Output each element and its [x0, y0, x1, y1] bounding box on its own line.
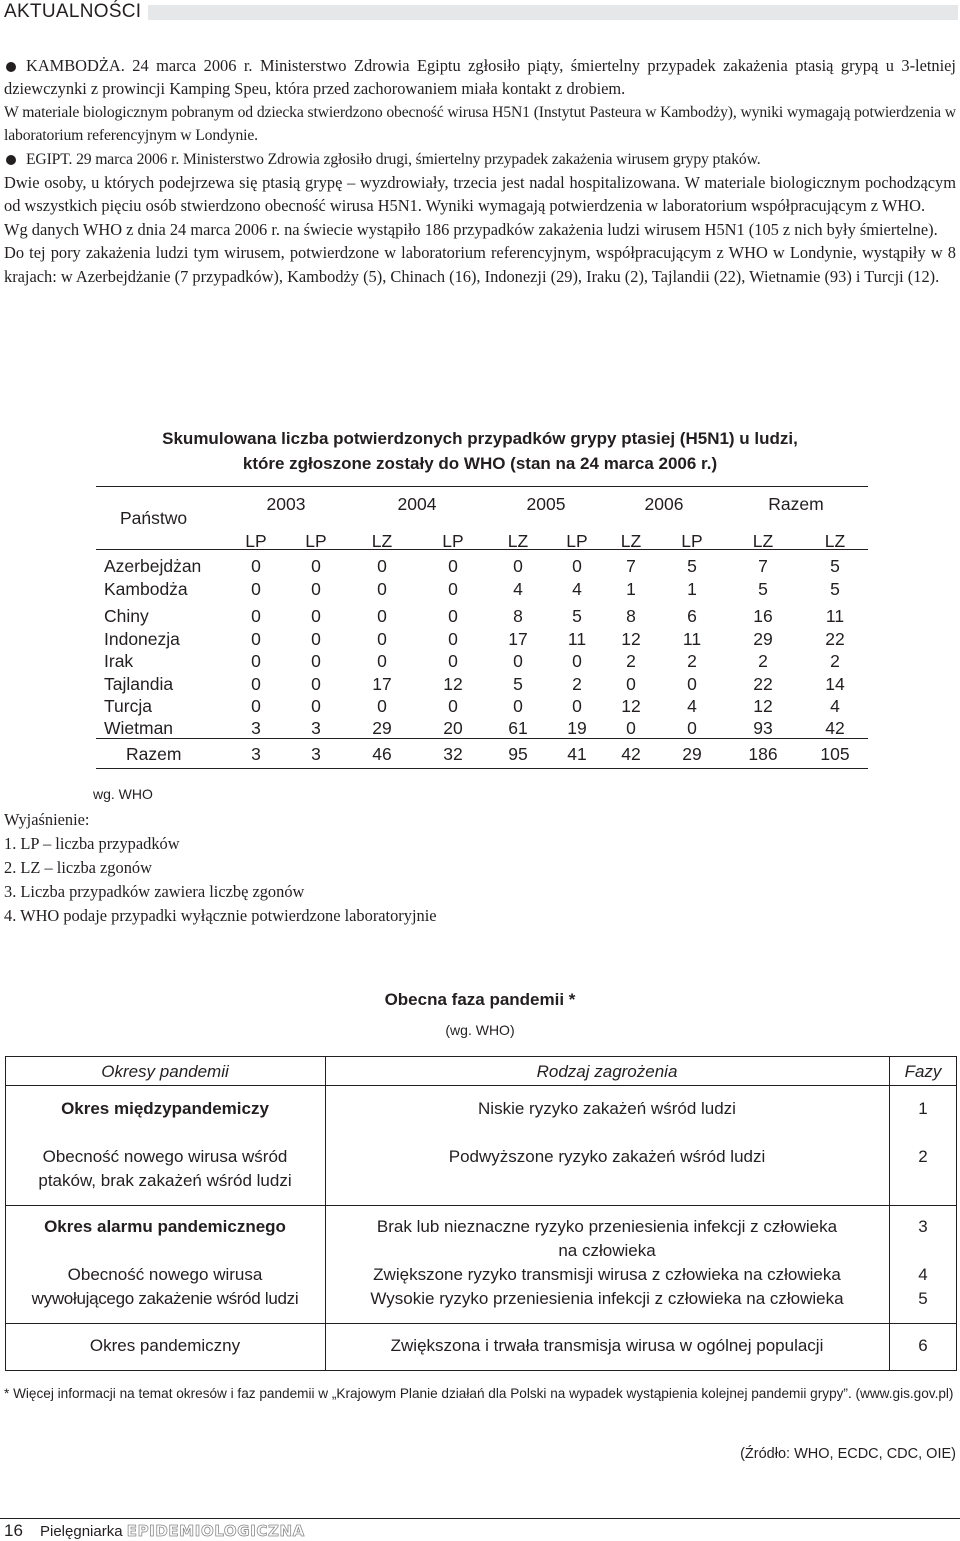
- table-cell: 0: [251, 651, 261, 671]
- page-number: 16: [4, 1521, 23, 1540]
- table-cell: 8: [513, 606, 523, 626]
- note-item: 3. Liczba przypadków zawiera liczbę zgonów: [4, 882, 305, 901]
- notes: [4, 808, 437, 928]
- footer-rule: [0, 1518, 960, 1519]
- country-name: Tajlandia: [104, 674, 174, 694]
- news-paragraph: [4, 54, 956, 101]
- column-subheader: LP: [442, 531, 464, 551]
- total-cell: 3: [311, 744, 321, 764]
- table-cell: 19: [567, 718, 587, 738]
- table-cell: 29: [753, 629, 773, 649]
- table-cell: 61: [508, 718, 528, 738]
- table-cell: 20: [443, 718, 463, 738]
- journal-name-b: EPIDEMIOLOGICZNA: [126, 1522, 305, 1540]
- phase-2: 2: [918, 1147, 928, 1166]
- total-cell: 3: [251, 744, 261, 764]
- country-name: Azerbejdżan: [104, 556, 202, 576]
- country-name: Irak: [104, 651, 134, 671]
- header-phases: Fazy: [904, 1062, 942, 1081]
- table-rule: [6, 1205, 956, 1206]
- total-cell: 32: [443, 744, 463, 764]
- table-cell: 93: [753, 718, 773, 738]
- table-cell: 0: [311, 606, 321, 626]
- table-cell: 5: [830, 579, 840, 599]
- table-cell: 0: [687, 674, 697, 694]
- table-cell: 0: [377, 651, 387, 671]
- risk-3-line2: na człowieka: [558, 1241, 656, 1260]
- table-cell: 0: [311, 674, 321, 694]
- column-subheader: LZ: [371, 531, 393, 551]
- period-row2-line1: Obecność nowego wirusa wśród: [42, 1147, 288, 1166]
- table-cell: 2: [830, 651, 840, 671]
- table-cell: 0: [687, 718, 697, 738]
- note-item: 1. LP – liczba przypadków: [4, 834, 180, 853]
- period-row2-line2: ptaków, brak zakażeń wśród ludzi: [38, 1171, 292, 1190]
- news-paragraph: Dwie osoby, u których podejrzewa się ptasią grypę – wyzdrowiały, trzecia jest nadal hospitalizowana. W materiale biologicznym pochodzącym od wszystkich pięciu osób stwierdzono obecność wirusa H5N1. Wyniki wymagają potwierdzenia w laboratorium współpracującym z WHO.: [4, 173, 956, 216]
- table-cell: 0: [251, 629, 261, 649]
- table-rule: [6, 1323, 956, 1324]
- table-cell: 5: [513, 674, 523, 694]
- risk-2: Podwyższone ryzyko zakażeń wśród ludzi: [448, 1147, 766, 1166]
- table-cell: 22: [753, 674, 773, 694]
- column-subheader: LP: [305, 531, 327, 551]
- total-cell: 186: [748, 744, 778, 764]
- table-cell: 0: [311, 651, 321, 671]
- table-cell: 0: [251, 674, 261, 694]
- table-cell: 4: [572, 579, 582, 599]
- table-cell: 12: [753, 696, 773, 716]
- table-cell: 0: [377, 629, 387, 649]
- table-cell: 0: [251, 579, 261, 599]
- year-header: 2003: [266, 494, 306, 514]
- table-cell: 0: [251, 606, 261, 626]
- table-cell: 42: [825, 718, 845, 738]
- phase-4: 4: [918, 1265, 928, 1284]
- table-cell: 0: [572, 651, 582, 671]
- country-name: Turcja: [104, 696, 152, 716]
- section-header: [0, 0, 960, 24]
- table-cell: 22: [825, 629, 845, 649]
- table-rule: [96, 768, 868, 769]
- period-row4-line2: wywołującego zakażenie wśród ludzi: [31, 1289, 299, 1308]
- pandemic-phase-table: [5, 1056, 957, 1371]
- table-cell: 17: [508, 629, 528, 649]
- table-cell: 5: [687, 556, 697, 576]
- year-header: 2005: [526, 494, 566, 514]
- table1-source: wg. WHO: [93, 786, 153, 802]
- total-label: Razem: [126, 744, 182, 764]
- column-subheader: LZ: [507, 531, 529, 551]
- news-paragraph-text: KAMBODŻA. 24 marca 2006 r. Ministerstwo Zdrowia Egiptu zgłosiło piąty, śmiertelny przypadek zakażenia ptasią grypą u 3-letniej dziewczynki z prowincji Kamping Speu, która przed zachorowaniem miała kontakt z drobiem.: [4, 56, 956, 99]
- bullet-icon: [6, 62, 16, 72]
- table-cell: 0: [311, 556, 321, 576]
- table-cell: 0: [513, 556, 523, 576]
- table-cell: 16: [753, 606, 773, 626]
- country-name: Kambodża: [104, 579, 188, 599]
- year-header: Razem: [768, 494, 824, 514]
- table-cell: 5: [572, 606, 582, 626]
- total-cell: 105: [820, 744, 850, 764]
- table-cell: 29: [372, 718, 392, 738]
- table-cell: 12: [621, 629, 641, 649]
- table-cell: 0: [448, 579, 458, 599]
- table-cell: 6: [687, 606, 697, 626]
- column-subheader: LZ: [824, 531, 846, 551]
- risk-4: Zwiększone ryzyko transmisji wirusa z człowieka na człowieka: [373, 1265, 841, 1284]
- table-cell: 0: [311, 579, 321, 599]
- bullet-icon: [6, 155, 16, 165]
- table-cell: 2: [758, 651, 768, 671]
- table1-title: [60, 426, 900, 476]
- table1-title-line: które zgłoszone zostały do WHO (stan na 24 marca 2006 r.): [242, 454, 718, 473]
- table-cell: 17: [372, 674, 392, 694]
- total-cell: 41: [567, 744, 587, 764]
- table-rule: [6, 1085, 956, 1086]
- table-cell: 5: [830, 556, 840, 576]
- table-cell: 0: [251, 696, 261, 716]
- table-cell: 0: [448, 606, 458, 626]
- note-item: 4. WHO podaje przypadki wyłącznie potwierdzone laboratoryjnie: [4, 906, 437, 925]
- news-paragraph: Wg danych WHO z dnia 24 marca 2006 r. na świecie wystąpiło 186 przypadków zakażenia ludzi wirusem H5N1 (105 z nich były śmiertelne).: [4, 219, 938, 239]
- news-paragraph: Do tej pory zakażenia ludzi tym wirusem, potwierdzone w laboratorium referencyjnym, współpracującym z WHO w Londynie, wystąpiły w 8 krajach: w Azerbejdżanie (7 przypadków), Kambodży (5), Chinach (16), Indonezji (29), Iraku (2), Tajlandii (22), Wietnamie (93) i Turcji (12).: [4, 243, 956, 286]
- section-title: AKTUALNOŚCI: [4, 1, 142, 22]
- table-cell: 0: [311, 696, 321, 716]
- note-item: 2. LZ – liczba zgonów: [4, 858, 152, 877]
- table-cell: 0: [572, 556, 582, 576]
- column-subheader: LP: [245, 531, 267, 551]
- table-cell: 0: [377, 556, 387, 576]
- table-cell: 0: [513, 651, 523, 671]
- period-pandemic: Okres pandemiczny: [89, 1336, 241, 1355]
- table-cell: 3: [311, 718, 321, 738]
- risk-1: Niskie ryzyko zakażeń wśród ludzi: [478, 1099, 736, 1118]
- phase-3: 3: [918, 1217, 928, 1236]
- table-cell: 2: [687, 651, 697, 671]
- phase-1: 1: [918, 1099, 928, 1118]
- news-text: [4, 54, 956, 288]
- total-cell: 29: [682, 744, 702, 764]
- table-cell: 12: [621, 696, 641, 716]
- period-row4-line1: Obecność nowego wirusa: [67, 1265, 263, 1284]
- header-periods: Okresy pandemii: [101, 1062, 229, 1081]
- table-cell: 0: [626, 674, 636, 694]
- table-cell: 1: [626, 579, 636, 599]
- total-cell: 95: [508, 744, 528, 764]
- notes-heading: Wyjaśnienie:: [4, 810, 90, 829]
- table-cell: 0: [377, 696, 387, 716]
- year-header: 2006: [644, 494, 684, 514]
- header-risk: Rodzaj zagrożenia: [536, 1062, 678, 1081]
- table-cell: 2: [572, 674, 582, 694]
- country-name: Indonezja: [104, 629, 180, 649]
- country-name: Wietman: [104, 718, 174, 738]
- source-credit: (Źródło: WHO, ECDC, CDC, OIE): [740, 1446, 956, 1462]
- table-cell: 12: [443, 674, 463, 694]
- phase-5: 5: [918, 1289, 928, 1308]
- table-cell: 0: [311, 629, 321, 649]
- table-cell: 2: [626, 651, 636, 671]
- table-cell: 11: [825, 606, 845, 626]
- column-subheader: LP: [566, 531, 588, 551]
- period-interpandemic: Okres międzypandemiczy: [61, 1099, 269, 1118]
- table-cell: 11: [567, 629, 587, 649]
- journal-name: [40, 1522, 305, 1540]
- table-cell: 8: [626, 606, 636, 626]
- period-alert: Okres alarmu pandemicznego: [44, 1217, 286, 1236]
- footnote: * Więcej informacji na temat okresów i faz pandemii w „Krajowym Planie działań dla Polski na wypadek wystąpienia kolejnej pandemii grypy”. (www.gis.gov.pl): [4, 1386, 954, 1401]
- risk-6: Zwiększona i trwała transmisja wirusa w ogólnej populacji: [390, 1336, 824, 1355]
- table-cell: 0: [448, 696, 458, 716]
- column-subheader: LZ: [620, 531, 642, 551]
- table-cell: 3: [251, 718, 261, 738]
- table-cell: 0: [626, 718, 636, 738]
- country-name: Chiny: [104, 606, 149, 626]
- table1-title-line: Skumulowana liczba potwierdzonych przypadków grypy ptasiej (H5N1) u ludzi,: [162, 429, 798, 448]
- table-cell: 7: [626, 556, 636, 576]
- total-cell: 42: [621, 744, 641, 764]
- table-cell: 0: [377, 606, 387, 626]
- table-cell: 0: [572, 696, 582, 716]
- table-cell: 0: [448, 556, 458, 576]
- table-cell: 5: [758, 579, 768, 599]
- table-rule: [96, 486, 868, 487]
- phase-6: 6: [918, 1336, 928, 1355]
- table2-subtitle: (wg. WHO): [445, 1022, 515, 1038]
- table-cell: 4: [687, 696, 697, 716]
- table-cell: 4: [513, 579, 523, 599]
- table-cell: 0: [513, 696, 523, 716]
- risk-3-line1: Brak lub nieznaczne ryzyko przeniesienia infekcji z człowieka: [376, 1217, 838, 1236]
- header-bar: [148, 5, 958, 20]
- risk-5: Wysokie ryzyko przeniesienia infekcji z człowieka na człowieka: [370, 1289, 844, 1308]
- column-subheader: LZ: [752, 531, 774, 551]
- table-cell: 1: [687, 579, 697, 599]
- table-cell: 0: [448, 629, 458, 649]
- news-paragraph-text: EGIPT. 29 marca 2006 r. Ministerstwo Zdrowia zgłosiło drugi, śmiertelny przypadek zakażenia wirusem grypy ptaków.: [26, 150, 761, 168]
- country-header: Państwo: [120, 508, 188, 528]
- table-cell: 7: [758, 556, 768, 576]
- journal-name-a: Pielęgniarka: [40, 1523, 123, 1540]
- table-cell: 14: [825, 674, 845, 694]
- table-cell: 11: [682, 629, 702, 649]
- table-cell: 0: [448, 651, 458, 671]
- year-header: 2004: [397, 494, 437, 514]
- total-cell: 46: [372, 744, 392, 764]
- news-paragraph: [4, 148, 956, 171]
- table-cell: 4: [830, 696, 840, 716]
- column-subheader: LP: [681, 531, 703, 551]
- table2-title: Obecna faza pandemii *: [384, 990, 576, 1009]
- table-cell: 0: [251, 556, 261, 576]
- table-cell: 0: [377, 579, 387, 599]
- news-paragraph: W materiale biologicznym pobranym od dziecka stwierdzono obecność wirusa H5N1 (Instytut Pasteura w Kambodży), wyniki wymagają potwierdzenia w laboratorium referencyjnym w Londynie.: [4, 103, 956, 145]
